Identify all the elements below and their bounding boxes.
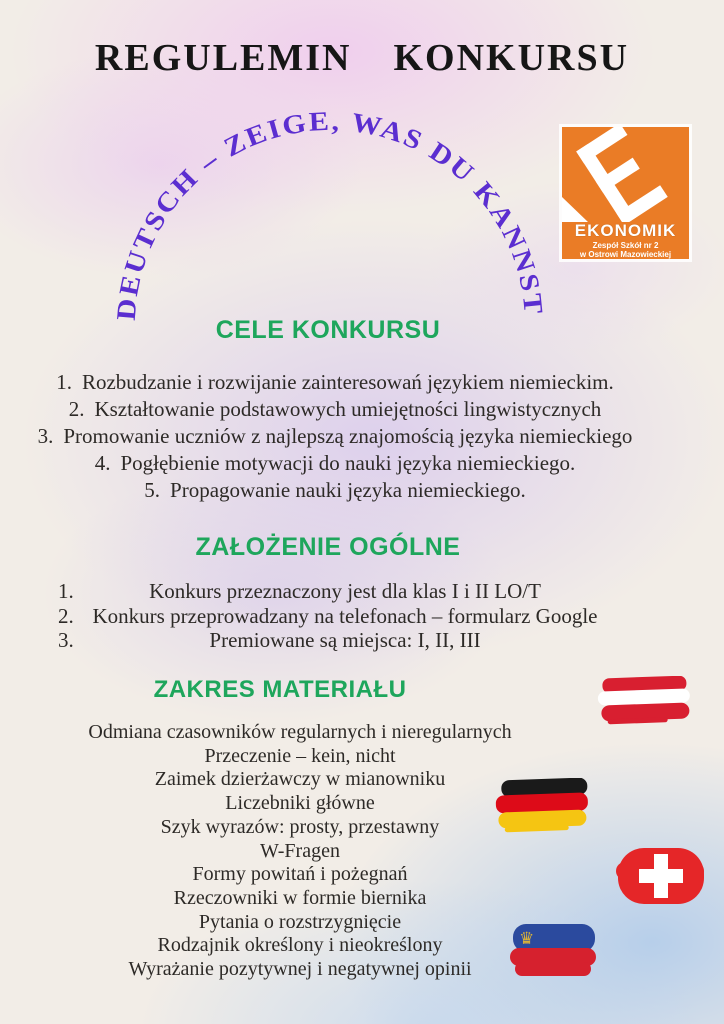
list-item-text: Rozbudzanie i rozwijanie zainteresowań językiem niemieckim. xyxy=(81,370,614,394)
topic-item: Rodzajnik określony i nieokreślony xyxy=(157,934,443,957)
list-item xyxy=(0,396,670,423)
list-item-number: 1. xyxy=(56,370,72,394)
list-item-number: 5. xyxy=(144,478,161,502)
list-item-text: Premiowane są miejsca: I, II, III xyxy=(209,628,481,652)
germany-flag-icon xyxy=(494,778,591,836)
austria-flag-icon xyxy=(597,676,691,726)
list-item-number: 1. xyxy=(58,579,74,603)
switzerland-flag-icon xyxy=(616,844,706,908)
page-title xyxy=(0,36,724,80)
list-item xyxy=(0,450,670,477)
list-item xyxy=(40,579,650,604)
zalozenie-ogolne-list xyxy=(40,579,650,653)
topic-item: Odmiana czasowników regularnych i nieregularnych xyxy=(88,721,512,743)
list-item-text: Pogłębienie motywacji do nauki języka niemieckiego. xyxy=(120,451,576,475)
ekonomik-logo-name: EKONOMIK xyxy=(574,221,677,240)
ekonomik-logo xyxy=(562,127,689,259)
section-heading-zalozenie-ogolne: ZAŁOŻENIE OGÓLNE xyxy=(195,533,461,561)
arched-slogan xyxy=(95,95,565,345)
topic-item: Liczebniki główne xyxy=(225,792,375,815)
list-item-text: Promowanie uczniów z najlepszą znajomością języka niemieckiego xyxy=(63,424,633,448)
list-item-text: Kształtowanie podstawowych umiejętności lingwistycznych xyxy=(94,397,602,421)
list-item xyxy=(40,604,650,629)
ekonomik-logo-e-icon xyxy=(562,127,689,222)
svg-text:DEUTSCH – ZEIGE, WAS DU KANNST xyxy=(111,106,549,322)
list-item-number: 3. xyxy=(58,628,74,652)
page-title-word2: KONKURSU xyxy=(393,37,630,79)
list-item xyxy=(0,423,670,450)
ekonomik-logo-school-line1: Zespół Szkół nr 2 xyxy=(592,241,659,250)
list-item-text: Konkurs przeprowadzany na telefonach – formularz Google xyxy=(92,603,598,628)
list-item-number: 2. xyxy=(68,397,85,421)
list-item xyxy=(0,477,670,504)
page-title-word1: REGULEMIN xyxy=(94,37,352,79)
ekonomik-logo-school-line2: w Ostrowi Mazowieckiej xyxy=(579,250,672,259)
list-item-number: 3. xyxy=(37,424,54,448)
list-item-number: 4. xyxy=(94,451,111,475)
cele-konkursu-list xyxy=(0,369,670,504)
topic-item: Wyrażanie pozytywnej i negatywnej opinii xyxy=(128,958,472,981)
topic-item: Rzeczowniki w formie biernika xyxy=(173,886,427,909)
list-item xyxy=(0,369,670,396)
topic-item: Formy powitań i pożegnań xyxy=(192,863,408,886)
list-item-number: 2. xyxy=(58,603,74,628)
zakres-materialu-list xyxy=(5,721,595,982)
list-item xyxy=(40,628,650,653)
list-item-text: Propagowanie nauki języka niemieckiego. xyxy=(170,478,526,502)
liechtenstein-crown-icon: ♛ xyxy=(519,929,535,948)
topic-item: Przeczenie – kein, nicht xyxy=(204,744,396,767)
arched-slogan-text: DEUTSCH – ZEIGE, WAS DU KANNST xyxy=(110,105,549,322)
topic-item: W-Fragen xyxy=(260,839,340,862)
list-item-text: Konkurs przeznaczony jest dla klas I i II LO/T xyxy=(149,579,541,603)
section-heading-zakres-materialu: ZAKRES MATERIAŁU xyxy=(153,676,407,703)
topic-item: Szyk wyrazów: prosty, przestawny xyxy=(160,815,440,838)
topic-item: Zaimek dzierżawczy w mianowniku xyxy=(154,768,446,791)
liechtenstein-flag-icon xyxy=(509,922,598,982)
section-heading-cele-konkursu: CELE KONKURSU xyxy=(215,316,441,344)
topic-item: Pytania o rozstrzygnięcie xyxy=(198,910,402,933)
